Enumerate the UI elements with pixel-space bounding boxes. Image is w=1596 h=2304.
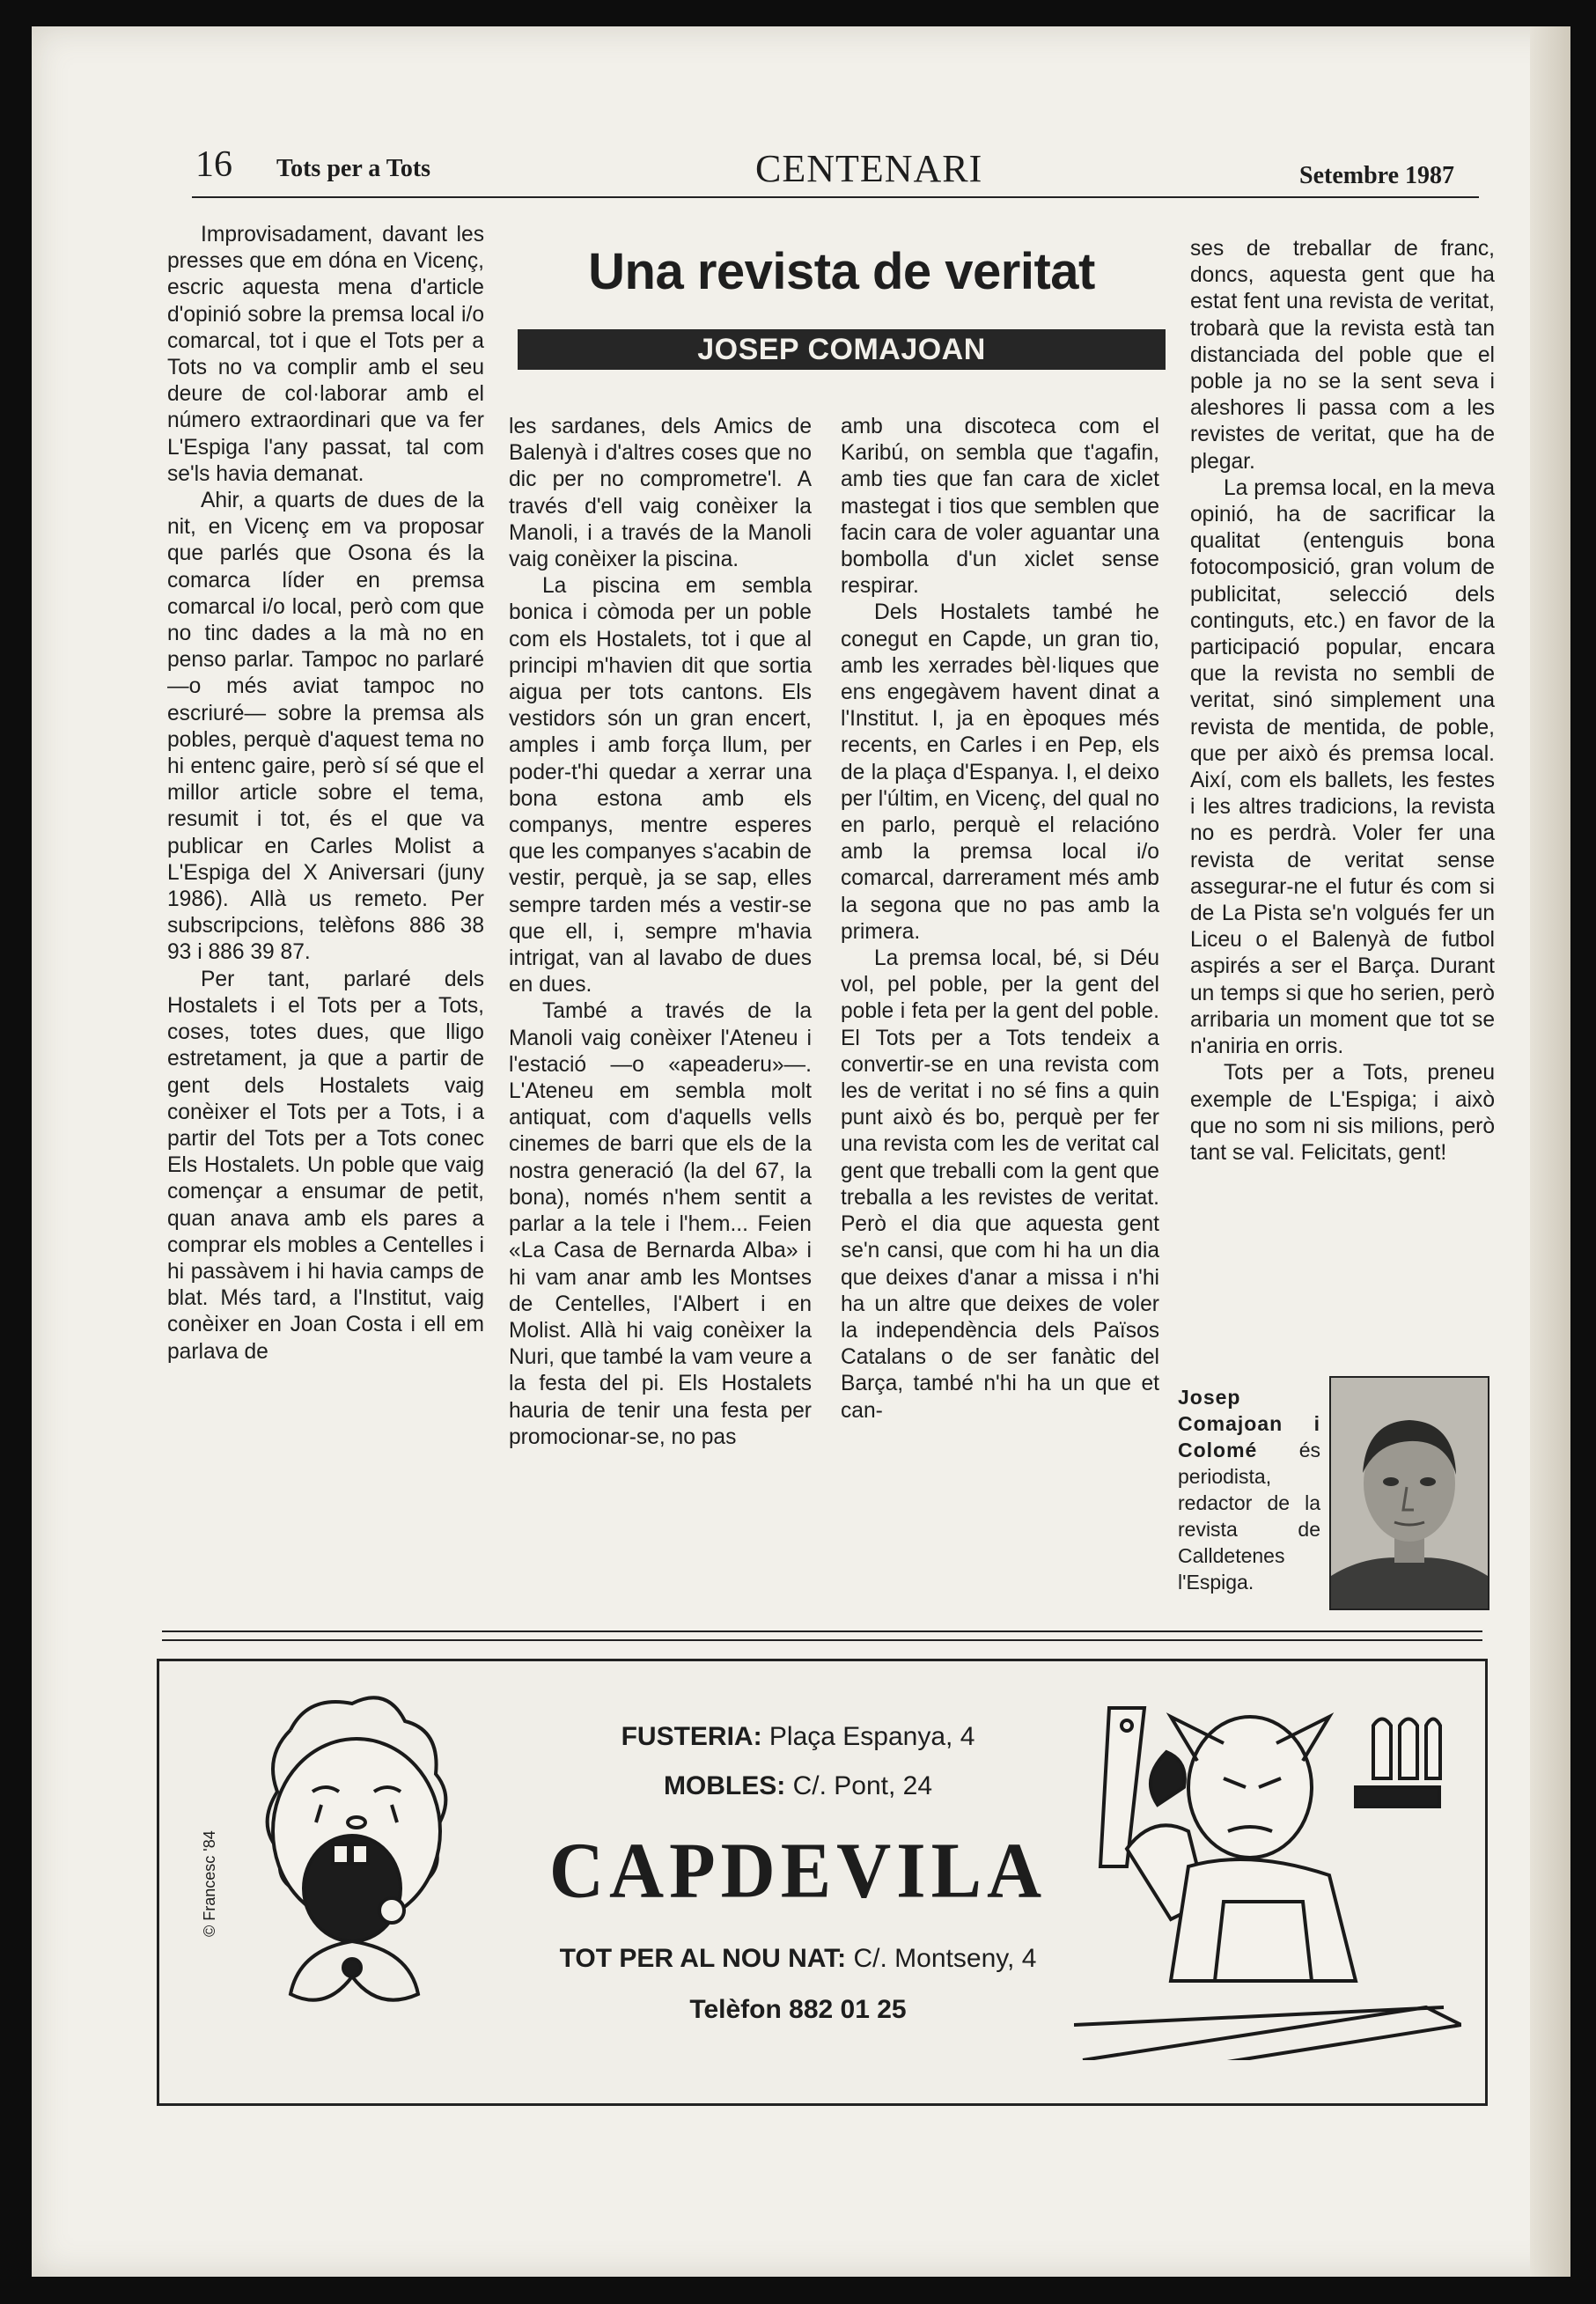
page-number: 16 bbox=[195, 144, 232, 185]
author-bio bbox=[1178, 1384, 1320, 1595]
issue-date: Setembre 1987 bbox=[1299, 162, 1454, 189]
paragraph: La premsa local, bé, si Déu vol, pel poble, per la gent del poble i feta per la gent del poble. El Tots per a Tots tendeix a convertir-se en una revista com les de veritat i no sé fins a quin punt això és bo, perquè per fer una revista com les de veritat cal gent que treballi com la gent que treballa a les revistes de veritat. Però el dia que aquesta gent se'n cansi, que com hi ha un dia que deixes d'anar a missa i n'hi ha un altre que deixes de voler la independència dels Països Catalans o de ser fanàtic del Barça, també n'hi ha un que et can- bbox=[841, 946, 1159, 1423]
ad-line-nou-nat: TOT PER AL NOU NAT: C/. Montseny, 4 bbox=[559, 1944, 1037, 1973]
crying-baby-icon bbox=[229, 1677, 484, 2065]
paragraph: Per tant, parlaré dels Hostalets i el Tots per a Tots, coses, totes dues, que lligo estretament, ja que a partir de gent dels Hostalets vaig conèixer el Tots per a Tots, i a partir del Tots per a Tots conec Els Hostalets. Un poble que vaig començar a ensumar de petit, quan anava amb els pares a comprar els mobles a Centelles i hi passàvem i hi havia camps de blat. Més tard, a l'Institut, vaig conèixer en Joan Costa i ell em parlava de bbox=[167, 967, 484, 1364]
text-column-2 bbox=[509, 414, 812, 1451]
paragraph: Tots per a Tots, preneu exemple de L'Espiga; i això que no som ni sis milions, però tant se val. Felicitats, gent! bbox=[1190, 1061, 1495, 1165]
paragraph: La piscina em sembla bonica i còmoda per un poble com els Hostalets, tot i que al principi m'havien dit que sortia aigua per tots cantons. Els vestidors són un gran encert, amples i amb força llum, per poder-t'hi quedar a xerrar una bona estona amb els companys, mentre esperes que les companyes s'acabin de vestir, perquè, ja se sap, elles sempre tarden més a vestir-se que ell, i, sempre m'havia intrigat, van al lavabo de dues en dues. bbox=[509, 574, 812, 997]
section-title: CENTENARI bbox=[755, 147, 983, 190]
author-portrait-icon bbox=[1331, 1378, 1488, 1608]
paragraph: amb una discoteca com el Karibú, on sembla que t'agafin, amb ties que fan cara de xiclet mastegat i tios que semblen que facin cara de voler aguantar una bombolla d'un xiclet sense respirar. bbox=[841, 415, 1159, 599]
article-title: Una revista de veritat bbox=[588, 243, 1095, 300]
paragraph: les sardanes, dels Amics de Balenyà i d'altres coses que no dic per no comprometre'l. A través d'ell vaig conèixer la Manoli, i a través de la Manoli vaig conèixer la piscina. bbox=[509, 415, 812, 572]
paragraph: Ahir, a quarts de dues de la nit, en Vicenç em va proposar que parlés que Osona és la comarca líder en premsa comarcal i/o local, però com que no tinc dades a la mà no en penso parlar. Tampoc no parlaré —o més aviat tampoc no escriuré— sobre la premsa als pobles, perquè d'aquest tema no hi entenc gaire, però sí sé que el millor article sobre el tema, resumit i tot, és el que va publicar en Carles Molist a L'Espiga del X Aniversari (juny 1986). Allà us remeto. Per subscripcions, telèfons 886 38 93 i 886 39 87. bbox=[167, 489, 484, 965]
text-column-1 bbox=[167, 222, 484, 1365]
paragraph: La premsa local, en la meva opinió, ha de sacrificar la qualitat (entenguis bona fotocomposició, gran volum de publicitat, selecció dels continguts, etc.) en favor de la participació popular, encara que la revista no sembli de veritat, sinó simplement una revista de mentida, de poble, que per això és premsa local. Així, com els ballets, les festes i les altres tradicions, la revista no es perdrà. Voler fer una revista de veritat sense assegurar-ne el futur és com si de La Pista se'n volgués fer un Liceu o el Balenyà de futbol aspirés a ser el Barça. Durant un temps si que ho serien, però arribaria un moment que tot se n'aniria en orris. bbox=[1190, 475, 1495, 1059]
ad-copyright: © Francesc '84 bbox=[201, 1830, 218, 1937]
text-column-4 bbox=[1190, 236, 1495, 1167]
paragraph: Dels Hostalets també he conegut en Capde, un gran tio, amb les xerrades bèl·liques que ens engegàvem havent dinat a l'Institut. I, ja en èpoques més recents, en Carles i en Pep, els de la plaça d'Espanya. I, el deixo per l'últim, en Vicenç, del qual no en parlo, perquè el relacióno amb la premsa local i/o comarcal, darrerament més amb la segona que no pas amb la primera. bbox=[841, 600, 1159, 944]
carpenter-icon bbox=[1074, 1690, 1461, 2060]
publication-name: Tots per a Tots bbox=[276, 155, 431, 182]
ad-line-mobles: MOBLES: C/. Pont, 24 bbox=[663, 1771, 933, 1800]
author-bio-name: Josep Comajoan i Colomé bbox=[1178, 1386, 1320, 1461]
ad-phone: Telèfon 882 01 25 bbox=[689, 1995, 907, 2024]
ad-separator bbox=[162, 1639, 1482, 1641]
paragraph: Improvisadament, davant les presses que em dóna en Vicenç, escric aquesta mena d'article d'opinió sobre la premsa local i/o comarcal, tot i que el Tots per a Tots no va complir amb el seu deure de col·laborar amb el número extraordinari que va fer L'Espiga l'any passat, tal com se'ls havia demanat. bbox=[167, 223, 484, 486]
author-bio-text: és periodista, redactor de la revista de Calldetenes l'Espiga. bbox=[1178, 1439, 1320, 1594]
paragraph: ses de treballar de franc, doncs, aquesta gent que ha estat fent una revista de veritat, trobarà que la revista està tan distanciada del poble que el poble ja no se la sent seva i aleshores li passa com a les revistes de veritat, que ha de plegar. bbox=[1190, 237, 1495, 474]
text-column-3 bbox=[841, 414, 1159, 1424]
author-photo bbox=[1329, 1376, 1489, 1610]
paragraph: També a través de la Manoli vaig conèixer l'Ateneu i l'estació —o «apeaderu»—. L'Ateneu em sembla molt antiquat, com d'aquells vells cinemes de barri que els de la nostra generació (la del 67, la bona), només n'hem sentit a parlar a la tele i l'hem... Feien «La Casa de Bernarda Alba» i hi vam anar amb les Montses de Centelles, l'Albert i en Molist. Allà hi vaig conèixer la Nuri, que també la vam veure a la festa del pi. Els Hostalets hauria de tenir una festa per promocionar-se, no pas bbox=[509, 999, 812, 1449]
ad-separator bbox=[162, 1630, 1482, 1632]
ad-line-fusteria: FUSTERIA: Plaça Espanya, 4 bbox=[621, 1722, 975, 1751]
page-spine bbox=[1530, 26, 1570, 2277]
header-rule bbox=[192, 196, 1479, 198]
ad-brand-name: CAPDEVILA bbox=[548, 1825, 1048, 1915]
author-byline: JOSEP COMAJOAN bbox=[518, 329, 1166, 370]
